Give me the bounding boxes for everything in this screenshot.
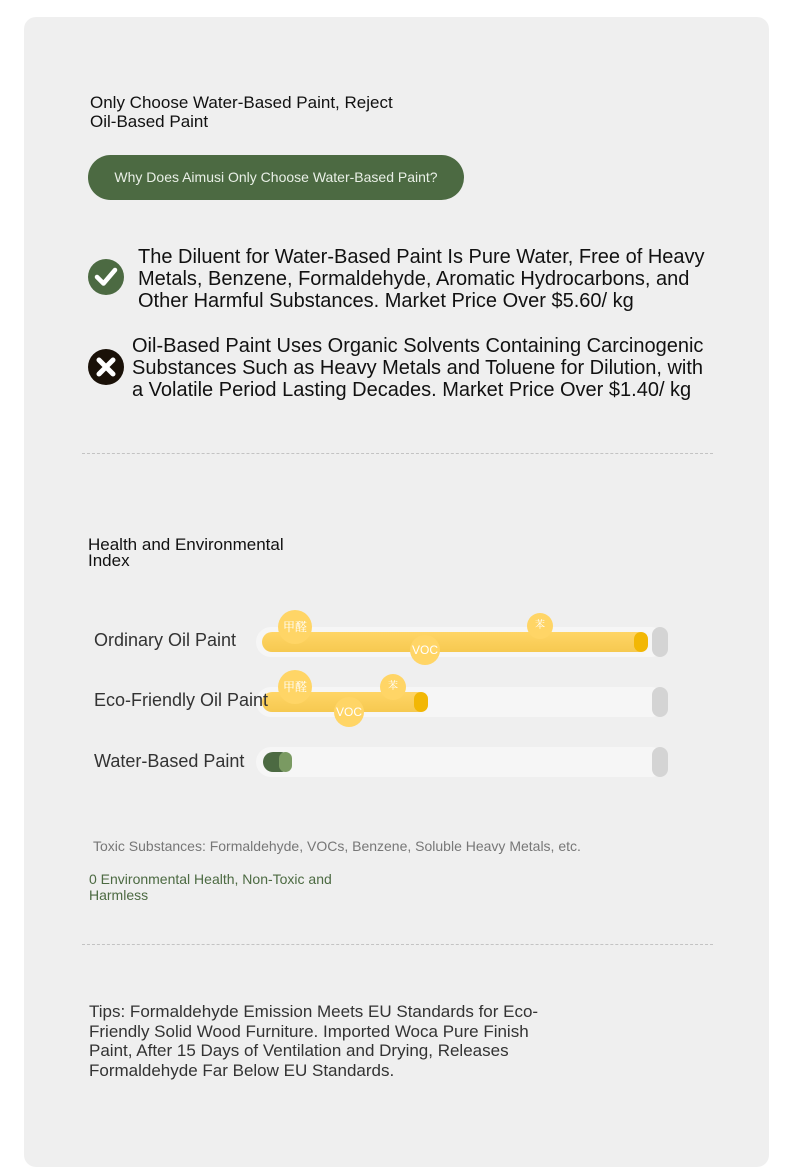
water-based-statement: The Diluent for Water-Based Paint Is Pure Water, Free of Heavy Metals, Benzene, Formaldehyde, Aromatic Hydrocarbons, and Other Harmful Substances. Market Price Over $5.60/ kg xyxy=(138,246,705,312)
oil-paint-fill-cap xyxy=(634,632,648,652)
toxic-substances-note: Toxic Substances: Formaldehyde, VOCs, Benzene, Soluble Heavy Metals, etc. xyxy=(93,838,581,854)
oil-paint-fill xyxy=(262,632,648,652)
cross-circle-icon xyxy=(88,349,124,385)
oil-paint-track-end xyxy=(652,627,668,657)
water-paint-track xyxy=(256,747,666,777)
eco-benzene-marker: 苯 xyxy=(380,674,406,700)
health-index-title: Health and Environmental Index xyxy=(88,535,284,570)
eco-paint-track-end xyxy=(652,687,668,717)
check-circle-icon xyxy=(88,259,124,295)
oil-based-statement: Oil-Based Paint Uses Organic Solvents Containing Carcinogenic Substances Such as Heavy Metals and Toluene for Dilution, with a Volatile Period Lasting Decades. Market Price Over $1.40/ kg xyxy=(132,335,704,401)
why-water-based-button[interactable]: Why Does Aimusi Only Choose Water-Based Paint? xyxy=(88,155,464,200)
oil-voc-marker: VOC xyxy=(410,635,440,665)
page-title: Only Choose Water-Based Paint, Reject Oil-Based Paint xyxy=(90,93,393,131)
section-divider xyxy=(82,453,713,454)
eco-paint-fill-cap xyxy=(414,692,428,712)
oil-benzene-marker: 苯 xyxy=(527,613,553,639)
water-paint-track-end xyxy=(652,747,668,777)
oil-paint-label: Ordinary Oil Paint xyxy=(94,630,237,650)
water-paint-fill-cap xyxy=(279,752,292,772)
eco-voc-marker: VOC xyxy=(334,697,364,727)
section-divider-2 xyxy=(82,944,713,945)
oil-formaldehyde-marker: 甲醛 xyxy=(278,610,312,644)
eco-paint-label: Eco-Friendly Oil Paint xyxy=(94,690,269,710)
tips-text: Tips: Formaldehyde Emission Meets EU Standards for Eco-Friendly Solid Wood Furniture. Imported Woca Pure Finish Paint, After 15 Days of Ventilation and Drying, Releases Formaldehyde Far Below EU Standards. xyxy=(89,1002,539,1080)
water-paint-label: Water-Based Paint xyxy=(94,751,245,771)
eco-formaldehyde-marker: 甲醛 xyxy=(278,670,312,704)
zero-health-note: 0 Environmental Health, Non-Toxic and Harmless xyxy=(89,871,332,903)
